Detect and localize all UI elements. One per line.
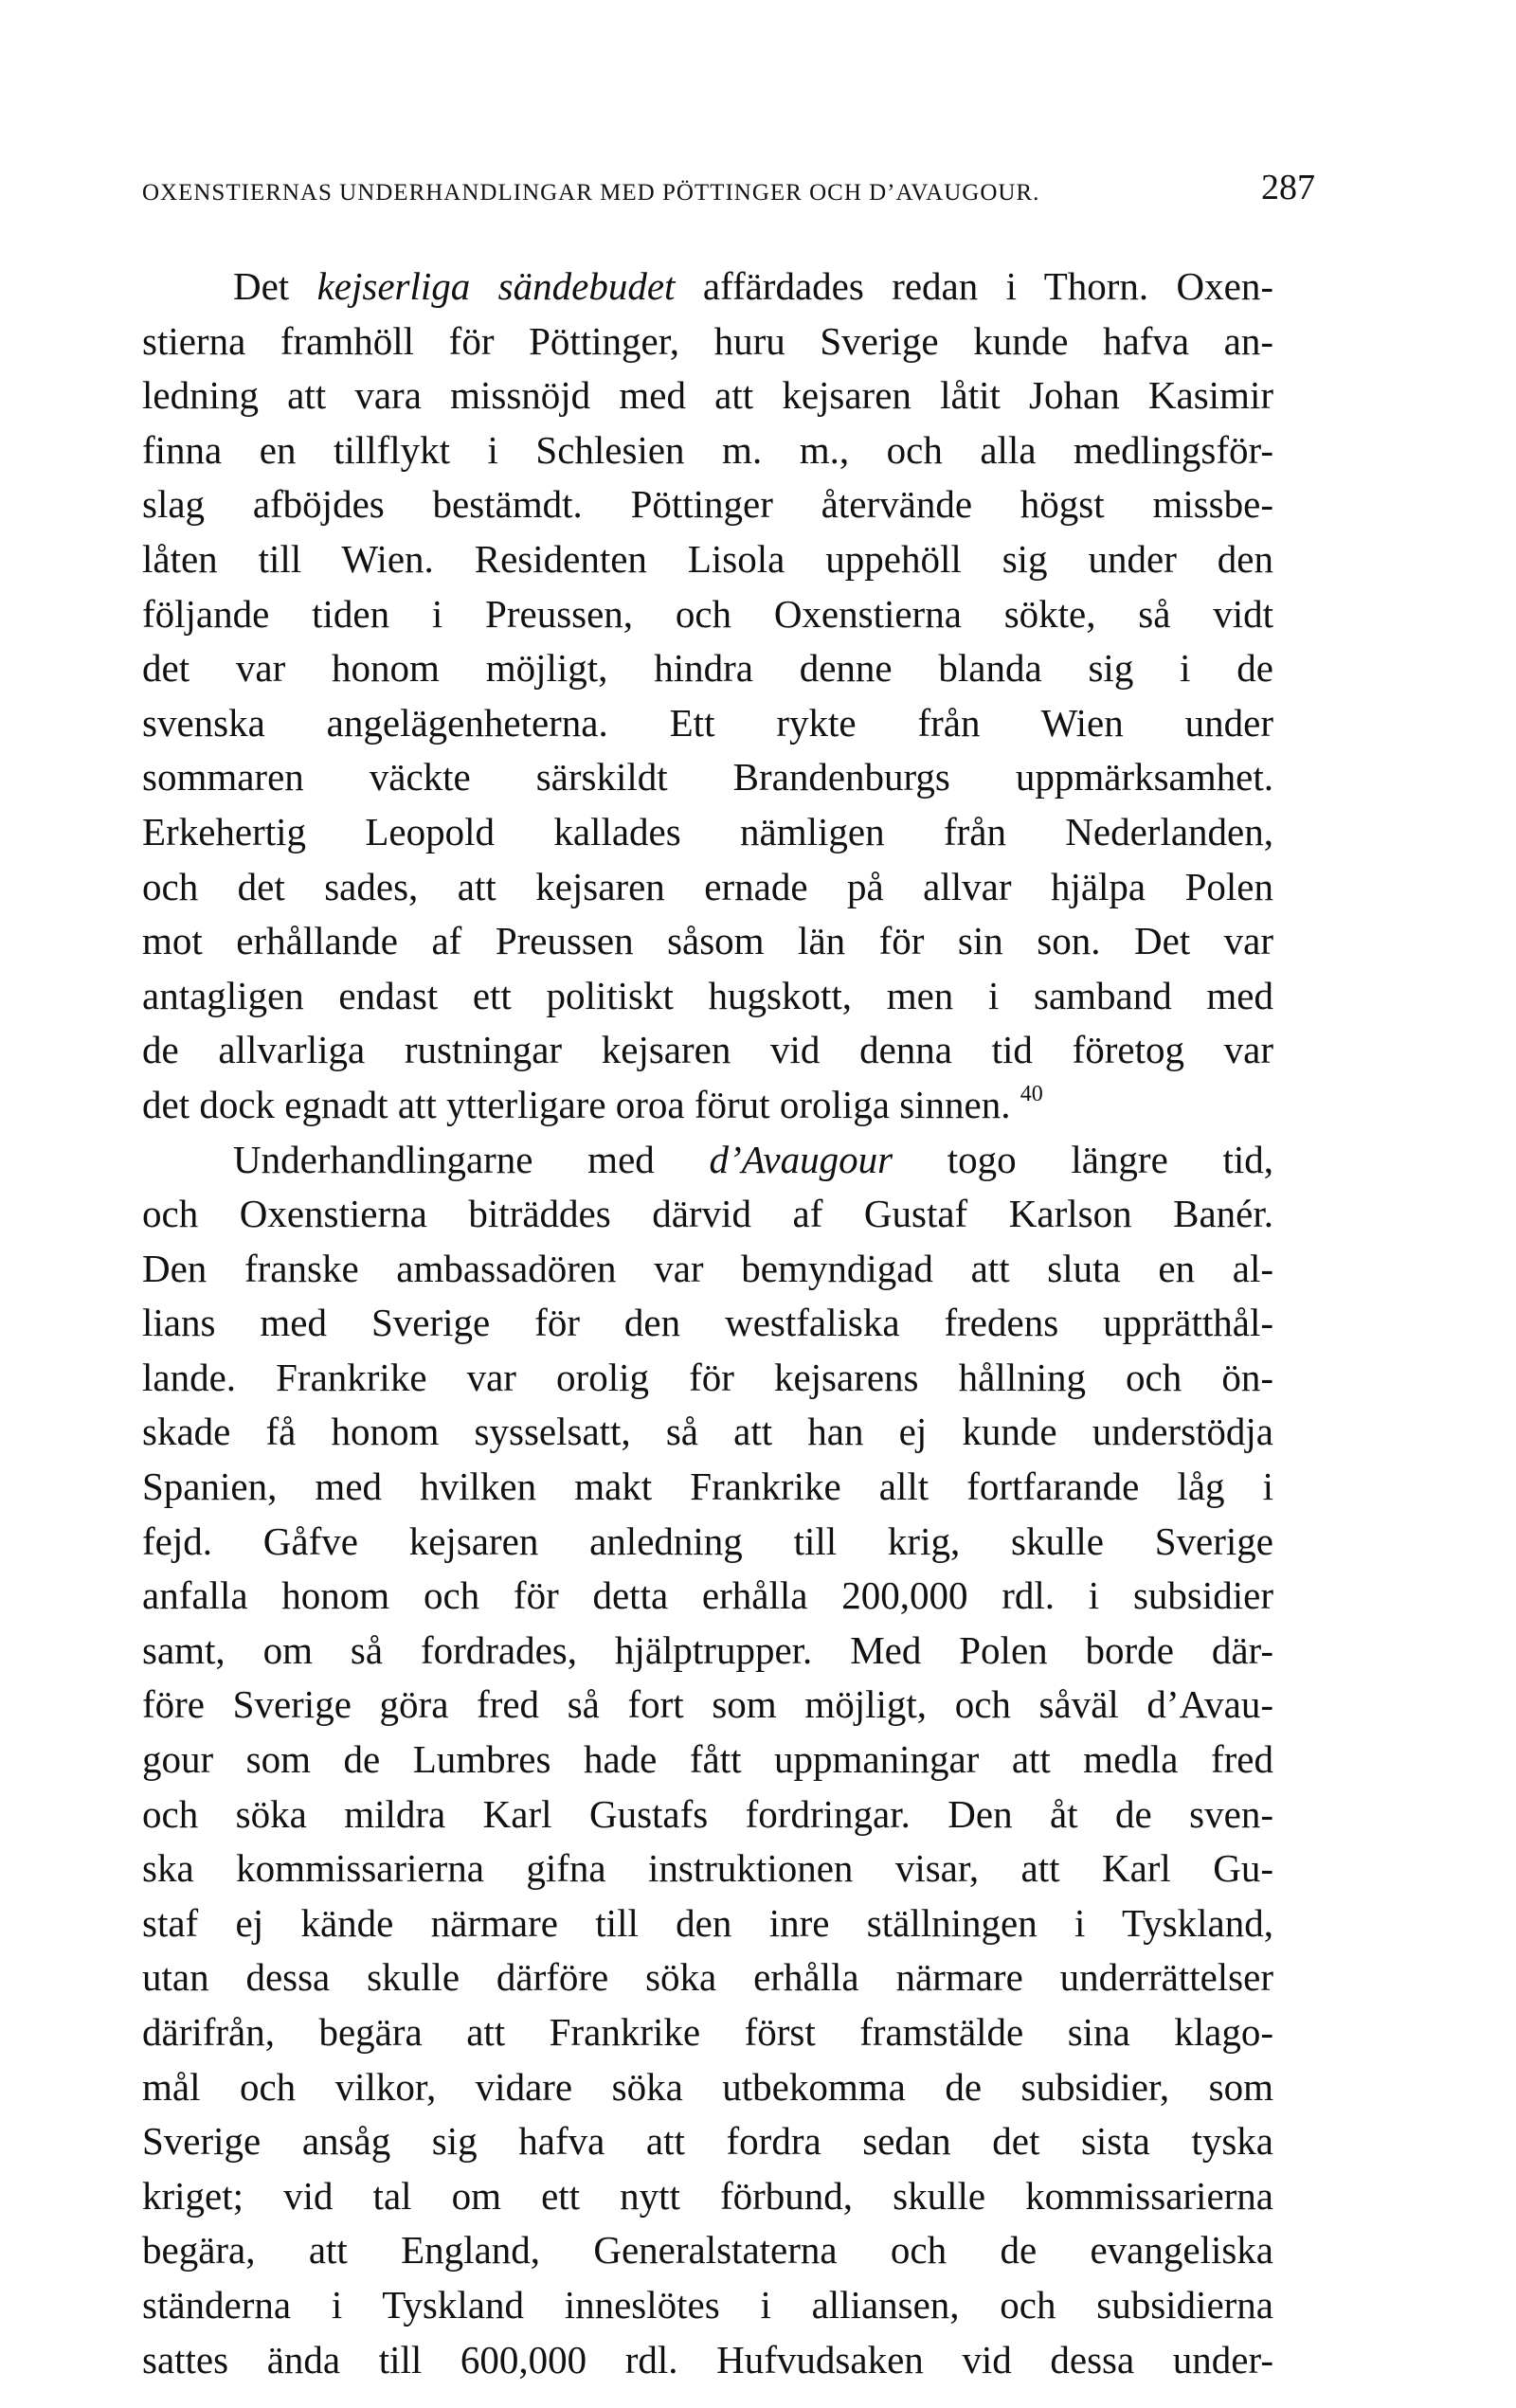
text-line: och det sades, att kejsaren ernade på allvar hjälpa Polen <box>142 864 1273 908</box>
running-header <box>142 168 1317 208</box>
text-line: begära, att England, Generalstaterna och de evangeliska <box>142 2228 1273 2273</box>
text-line: Spanien, med hvilken makt Frankrike allt fortfarande låg i <box>142 1465 1273 1509</box>
text-span: affärdades redan i Thorn. Oxen- <box>675 264 1274 308</box>
italic-term: kejserliga sändebudet <box>316 264 676 308</box>
text-line <box>142 1133 1273 1188</box>
text-line: ska kommissarierna gifna instruktionen visar, att Karl Gu- <box>142 1846 1273 1891</box>
text-line: därifrån, begära att Frankrike först framstälde sina klago- <box>142 2010 1273 2054</box>
text-span: det dock egnadt att ytterligare oroa förut oroliga sinnen. <box>142 1082 1011 1126</box>
text-line: utan dessa skulle därföre söka erhålla närmare underrättelser <box>142 1955 1273 2000</box>
text-line: fejd. Gåfve kejsaren anledning till krig, skulle Sverige <box>142 1518 1273 1563</box>
text-line: mot erhållande af Preussen såsom län för sin son. Det var <box>142 919 1273 963</box>
paragraph-1 <box>142 260 1273 1133</box>
text-line: det var honom möjligt, hindra denne blanda sig i de <box>142 646 1273 691</box>
text-line: lande. Frankrike var orolig för kejsarens hållning och ön- <box>142 1355 1273 1399</box>
text-line: och söka mildra Karl Gustafs fordringar. Den åt de sven- <box>142 1791 1273 1836</box>
page-number: 287 <box>1261 168 1315 207</box>
running-header-title: OXENSTIERNAS UNDERHANDLINGAR MED PÖTTINGER OCH D’AVAUGOUR. <box>142 180 1040 206</box>
text-line: ledning att vara missnöjd med att kejsaren låtit Johan Kasimir <box>142 373 1273 418</box>
body-text <box>142 260 1273 2387</box>
text-line: och Oxenstierna biträddes därvid af Gustaf Karlson Banér. <box>142 1192 1273 1236</box>
text-line: finna en tillflykt i Schlesien m. m., och alla medlingsför- <box>142 427 1273 472</box>
text-line: Erkehertig Leopold kallades nämligen från Nederlanden, <box>142 809 1273 854</box>
text-line <box>142 1078 1273 1133</box>
italic-term: d’Avaugour <box>709 1137 893 1181</box>
text-line: staf ej kände närmare till den inre ställningen i Tyskland, <box>142 1900 1273 1945</box>
text-line: sommaren väckte särskildt Brandenburgs uppmärksamhet. <box>142 755 1273 800</box>
footnote-reference: 40 <box>1020 1081 1043 1106</box>
text-line: slag afböjdes bestämdt. Pöttinger återvände högst missbe- <box>142 482 1273 527</box>
text-line: anfalla honom och för detta erhålla 200,000 rdl. i subsidier <box>142 1573 1273 1618</box>
text-line: ständerna i Tyskland inneslötes i alliansen, och subsidierna <box>142 2282 1273 2327</box>
text-line: antagligen endast ett politiskt hugskott, men i samband med <box>142 973 1273 1017</box>
text-line: de allvarliga rustningar kejsaren vid denna tid företog var <box>142 1028 1273 1072</box>
text-line <box>142 260 1273 314</box>
text-line: kriget; vid tal om ett nytt förbund, skulle kommissarierna <box>142 2173 1273 2218</box>
text-line: mål och vilkor, vidare söka utbekomma de subsidier, som <box>142 2064 1273 2109</box>
text-line: sattes ända till 600,000 rdl. Hufvudsaken vid dessa under- <box>142 2337 1273 2381</box>
text-line: följande tiden i Preussen, och Oxenstierna sökte, så vidt <box>142 591 1273 636</box>
text-line: samt, om så fordrades, hjälptrupper. Med Polen borde där- <box>142 1627 1273 1672</box>
text-line: lians med Sverige för den westfaliska fredens upprätthål- <box>142 1301 1273 1345</box>
text-span: Underhandlingarne med <box>233 1137 710 1181</box>
text-line: skade få honom sysselsatt, så att han ej kunde understödja <box>142 1410 1273 1454</box>
text-line: svenska angelägenheterna. Ett rykte från Wien under <box>142 700 1273 745</box>
text-line: låten till Wien. Residenten Lisola uppehöll sig under den <box>142 536 1273 581</box>
paragraph-2 <box>142 1133 1273 2388</box>
book-page <box>142 168 1317 2387</box>
text-span: togo längre tid, <box>893 1137 1273 1181</box>
text-line: före Sverige göra fred så fort som möjligt, och såväl d’Avau- <box>142 1682 1273 1727</box>
text-line: Sverige ansåg sig hafva att fordra sedan det sista tyska <box>142 2119 1273 2164</box>
text-line: stierna framhöll för Pöttinger, huru Sverige kunde hafva an- <box>142 318 1273 363</box>
text-line: gour som de Lumbres hade fått uppmaningar att medla fred <box>142 1737 1273 1782</box>
text-span: Det <box>233 264 317 308</box>
text-line: Den franske ambassadören var bemyndigad att sluta en al- <box>142 1246 1273 1290</box>
